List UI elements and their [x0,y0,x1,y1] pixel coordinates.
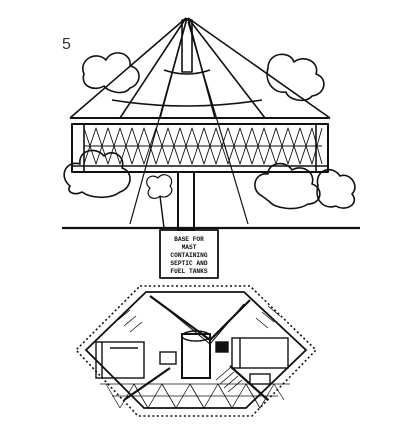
tree-far-right [317,170,355,208]
figure-number: 5 [62,36,71,53]
tree-left [64,150,130,197]
mast-label-line: SEPTIC AND [170,260,208,267]
mast-label-line: MAST [181,244,197,251]
hatching [216,368,242,392]
small-tree [147,175,172,199]
mast-label-line: BASE FOR [174,236,204,243]
roof-ring [112,100,262,106]
fixture [160,352,176,364]
mast-label-line: FUEL TANKS [170,268,208,275]
truss-walls [84,128,322,164]
roof-line-right [188,18,330,118]
partition-wall [156,300,244,344]
mast-base-label [170,236,207,275]
hatching [256,306,280,328]
fixture [250,374,270,384]
hatching [118,310,142,332]
mast [178,172,194,230]
plan-view [76,286,316,416]
hexagon-outline [76,286,316,416]
roof-rib [188,18,265,118]
tree-right [255,164,320,209]
floor-outline [86,292,306,408]
elevation-view [62,18,360,278]
tree-left-top [83,53,139,93]
mast-label-line: CONTAINING [170,252,208,259]
deck-band [72,124,328,172]
fixture [216,342,228,352]
tree-trunk [160,196,164,228]
